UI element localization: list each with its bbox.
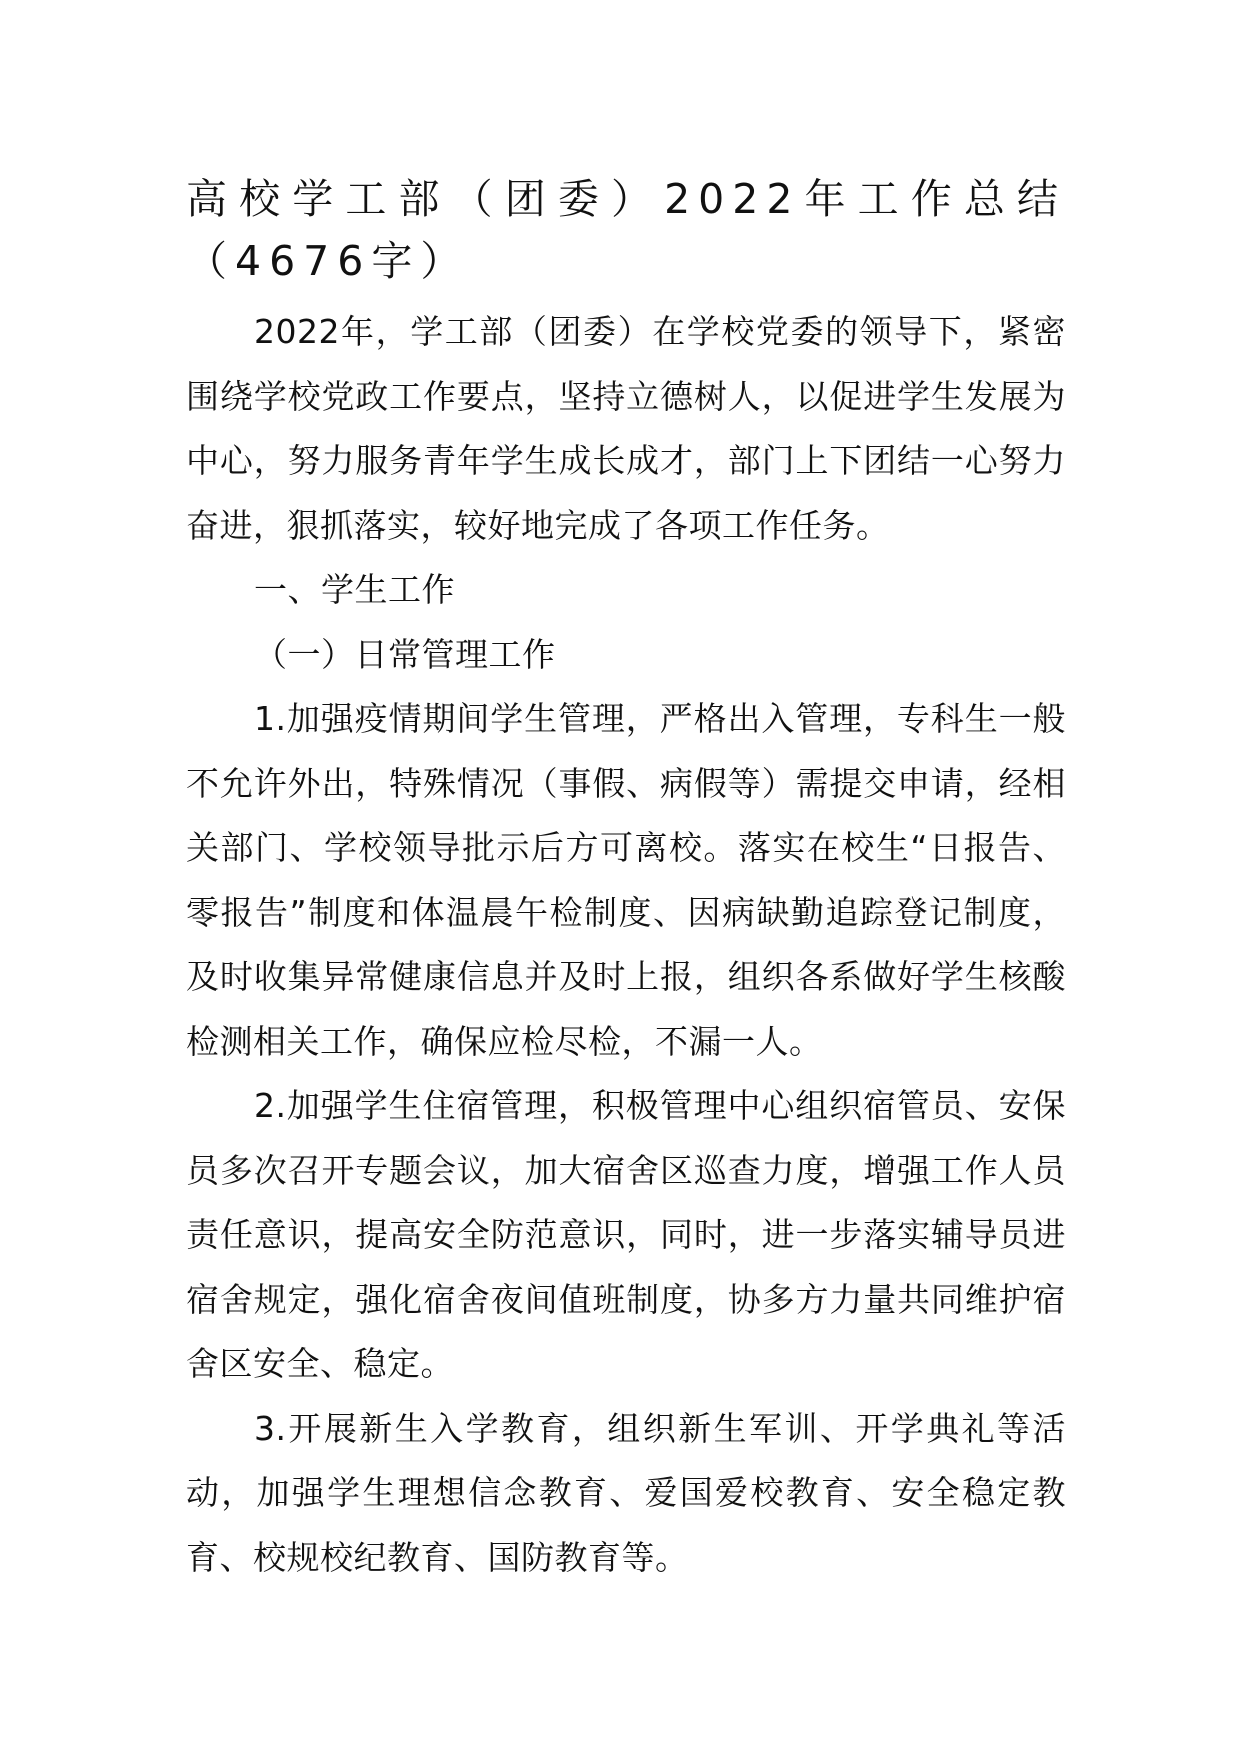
document-title: 高校学工部（团委）2022年工作总结（4676字） xyxy=(186,175,1066,285)
section-heading-student-work: 一、学生工作 xyxy=(254,570,455,609)
document-body xyxy=(186,300,1066,1590)
paragraph-item-3: 3.开展新生入学教育，组织新生军训、开学典礼等活动，加强学生理想信念教育、爱国爱校教育、安全稳定教育、校规校纪教育、国防教育等。 xyxy=(186,1408,1066,1577)
intro-paragraph: 2022年，学工部（团委）在学校党委的领导下，紧密围绕学校党政工作要点，坚持立德树人，以促进学生发展为中心，努力服务青年学生成长成才，部门上下团结一心努力奋进，狠抓落实，较好地完成了各项工作任务。 xyxy=(186,312,1066,545)
paragraph-item-1: 1.加强疫情期间学生管理，严格出入管理，专科生一般不允许外出，特殊情况（事假、病假等）需提交申请，经相关部门、学校领导批示后方可离校。落实在校生“日报告、零报告”制度和体温晨午检制度、因病缺勤追踪登记制度，及时收集异常健康信息并及时上报，组织各系做好学生核酸检测相关工作，确保应检尽检，不漏一人。 xyxy=(186,699,1066,1061)
paragraph-item-2: 2.加强学生住宿管理，积极管理中心组织宿管员、安保员多次召开专题会议，加大宿舍区巡查力度，增强工作人员责任意识，提高安全防范意识，同时，进一步落实辅导员进宿舍规定，强化宿舍夜间值班制度，协多方力量共同维护宿舍区安全、稳定。 xyxy=(186,1086,1066,1383)
subsection-heading-daily-management: （一）日常管理工作 xyxy=(254,634,556,674)
